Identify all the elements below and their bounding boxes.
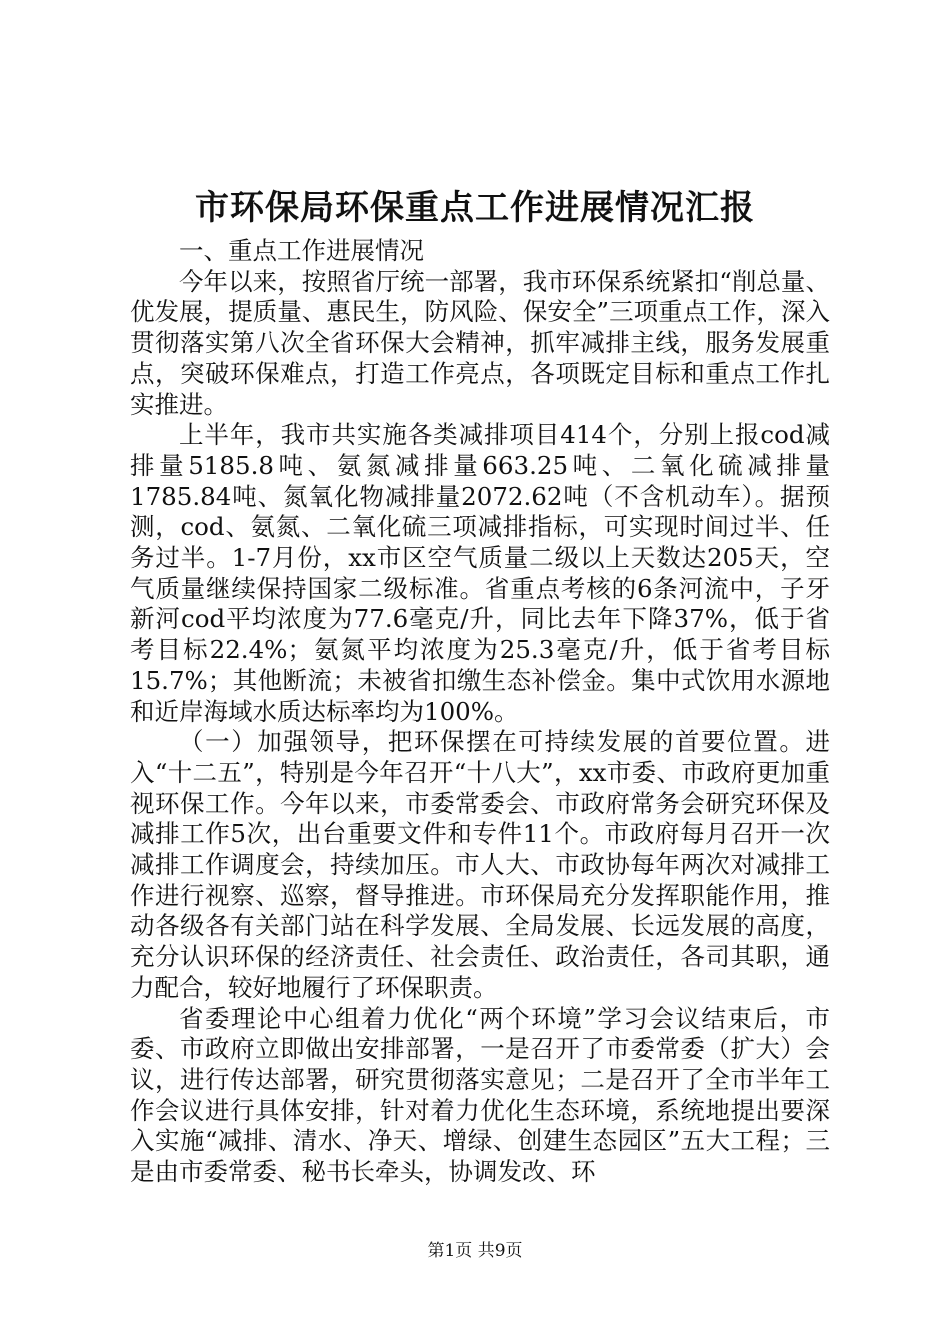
section-heading: 一、重点工作进展情况 — [179, 236, 424, 265]
document-body — [130, 236, 830, 1188]
page-number-footer: 第1页 共9页 — [427, 1241, 523, 1261]
body-paragraph: 省委理论中心组着力优化“两个环境”学习会议结束后，市委、市政府立即做出安排部署，一是召开了市委常委（扩大）会议，进行传达部署，研究贯彻落实意见；二是召开了全市半年工作会议进行具体安排，针对着力优化生态环境，系统地提出要深入实施“减排、清水、净天、增绿、创建生态园区”五大工程；三是由市委常委、秘书长牵头，协调发改、环 — [130, 1003, 830, 1187]
body-paragraph: （一）加强领导，把环保摆在可持续发展的首要位置。进入“十二五”，特别是今年召开“十八大”，xx市委、市政府更加重视环保工作。今年以来，市委常委会、市政府常务会研究环保及减排工作5次，出台重要文件和专件11个。市政府每月召开一次减排工作调度会，持续加压。市人大、市政协每年两次对减排工作进行视察、巡察，督导推进。市环保局充分发挥职能作用，推动各级各有关部门站在科学发展、全局发展、长远发展的高度，充分认识环保的经济责任、社会责任、政治责任，各司其职，通力配合，较好地履行了环保职责。 — [130, 727, 830, 1002]
body-paragraph: 今年以来，按照省厅统一部署，我市环保系统紧扣“削总量、优发展，提质量、惠民生，防风险、保安全”三项重点工作，深入贯彻落实第八次全省环保大会精神，抓牢减排主线，服务发展重点，突破环保难点，打造工作亮点，各项既定目标和重点工作扎实推进。 — [130, 266, 830, 419]
document-title: 市环保局环保重点工作进展情况汇报 — [195, 188, 755, 228]
body-paragraph: 上半年，我市共实施各类减排项目414个，分别上报cod减排量5185.8吨、氨氮减排量663.25吨、二氧化硫减排量1785.84吨、氮氧化物减排量2072.62吨（不含机动车）。据预测，cod、氨氮、二氧化硫三项减排指标，可实现时间过半、任务过半。1-7月份，xx市区空气质量二级以上天数达205天，空气质量继续保持国家二级标准。省重点考核的6条河流中，子牙新河cod平均浓度为77.6毫克/升，同比去年下降37%，低于省考目标22.4%；氨氮平均浓度为25.3毫克/升，低于省考目标15.7%；其他断流；未被省扣缴生态补偿金。集中式饮用水源地和近岸海域水质达标率均为100%。 — [130, 420, 830, 726]
